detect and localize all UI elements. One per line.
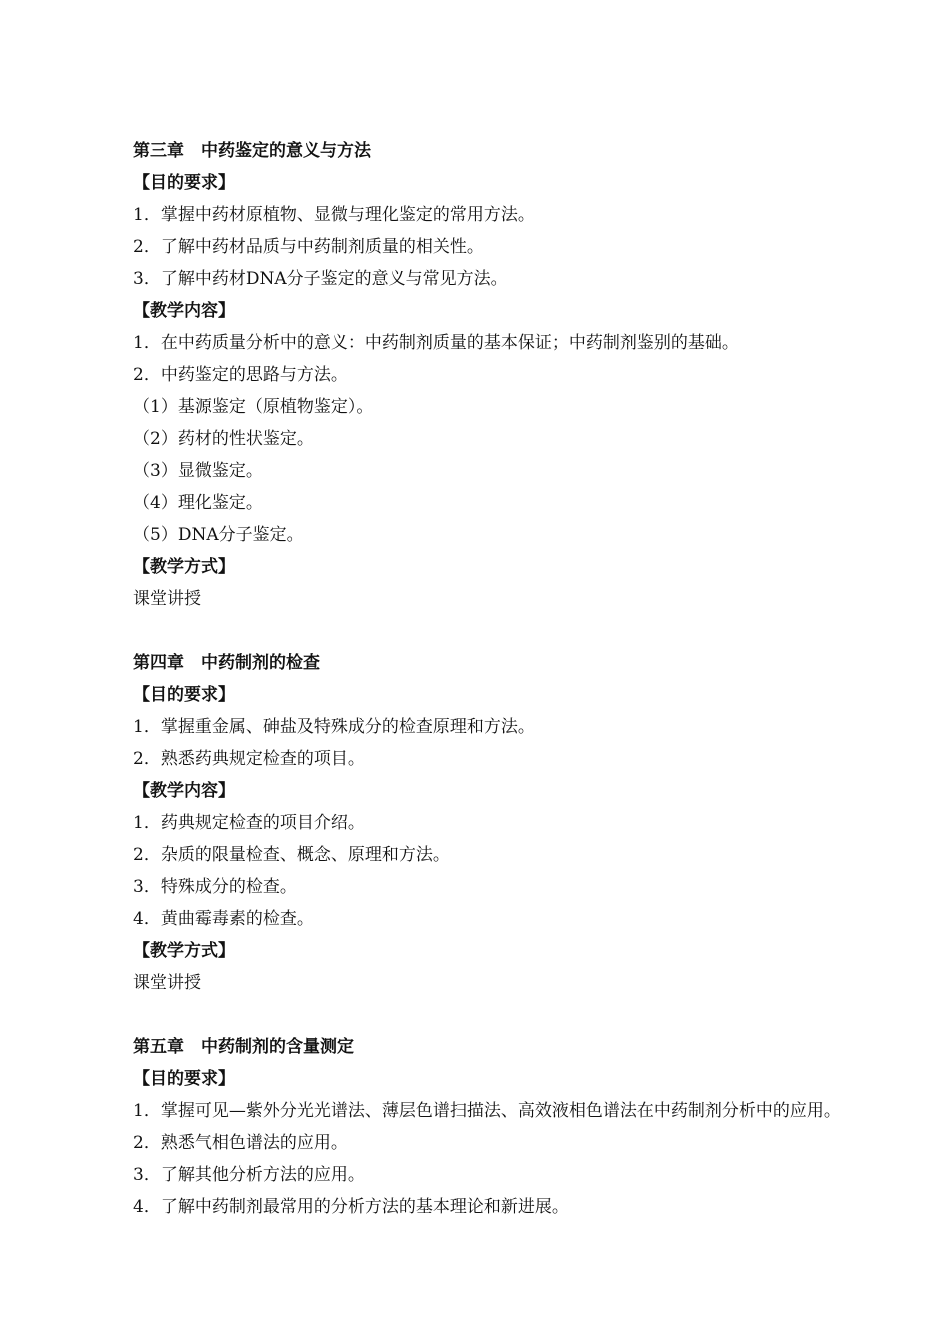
- objective-item: 1．掌握中药材原植物、显微与理化鉴定的常用方法。: [133, 205, 535, 225]
- objective-item: 2．熟悉气相色谱法的应用。: [133, 1133, 348, 1153]
- method-heading: 【教学方式】: [133, 557, 235, 577]
- content-heading: 【教学内容】: [133, 781, 235, 801]
- objective-item: 3．了解其他分析方法的应用。: [133, 1165, 365, 1185]
- content-item: 1．在中药质量分析中的意义：中药制剂质量的基本保证；中药制剂鉴别的基础。: [133, 333, 739, 353]
- content-item: 3．特殊成分的检查。: [133, 877, 297, 897]
- chapter-title: 第三章 中药鉴定的意义与方法: [133, 141, 371, 161]
- content-item: 1．药典规定检查的项目介绍。: [133, 813, 365, 833]
- document-page: [0, 135, 950, 1223]
- content-item: （5）DNA分子鉴定。: [133, 525, 304, 545]
- content-item: 2．杂质的限量检查、概念、原理和方法。: [133, 845, 450, 865]
- content-item: （2）药材的性状鉴定。: [133, 429, 314, 449]
- objective-paragraph: 1．掌握可见—紫外分光光谱法、薄层色谱扫描法、高效液相色谱法在中药制剂分析中的应用。: [133, 1101, 841, 1121]
- content-item: 4．黄曲霉毒素的检查。: [133, 909, 314, 929]
- objectives-heading: 【目的要求】: [133, 173, 235, 193]
- objectives-heading: 【目的要求】: [133, 685, 235, 705]
- content-item: （1）基源鉴定（原植物鉴定）。: [133, 397, 374, 417]
- objective-item: 2．了解中药材品质与中药制剂质量的相关性。: [133, 237, 484, 257]
- method-text: 课堂讲授: [133, 589, 201, 609]
- method-heading: 【教学方式】: [133, 941, 235, 961]
- objective-item: 2．熟悉药典规定检查的项目。: [133, 749, 365, 769]
- chapter-3: [0, 135, 950, 615]
- content-item: 2．中药鉴定的思路与方法。: [133, 365, 348, 385]
- chapter-title: 第五章 中药制剂的含量测定: [133, 1037, 354, 1057]
- objective-item: 4．了解中药制剂最常用的分析方法的基本理论和新进展。: [133, 1197, 569, 1217]
- content-item: （4）理化鉴定。: [133, 493, 263, 513]
- content-item: （3）显微鉴定。: [133, 461, 263, 481]
- chapter-5: [0, 1031, 950, 1223]
- objectives-heading: 【目的要求】: [133, 1069, 235, 1089]
- chapter-4: [0, 647, 950, 999]
- objective-item: 3．了解中药材DNA分子鉴定的意义与常见方法。: [133, 269, 508, 289]
- method-text: 课堂讲授: [133, 973, 201, 993]
- chapter-title: 第四章 中药制剂的检查: [133, 653, 320, 673]
- content-heading: 【教学内容】: [133, 301, 235, 321]
- objective-item: 1．掌握重金属、砷盐及特殊成分的检查原理和方法。: [133, 717, 535, 737]
